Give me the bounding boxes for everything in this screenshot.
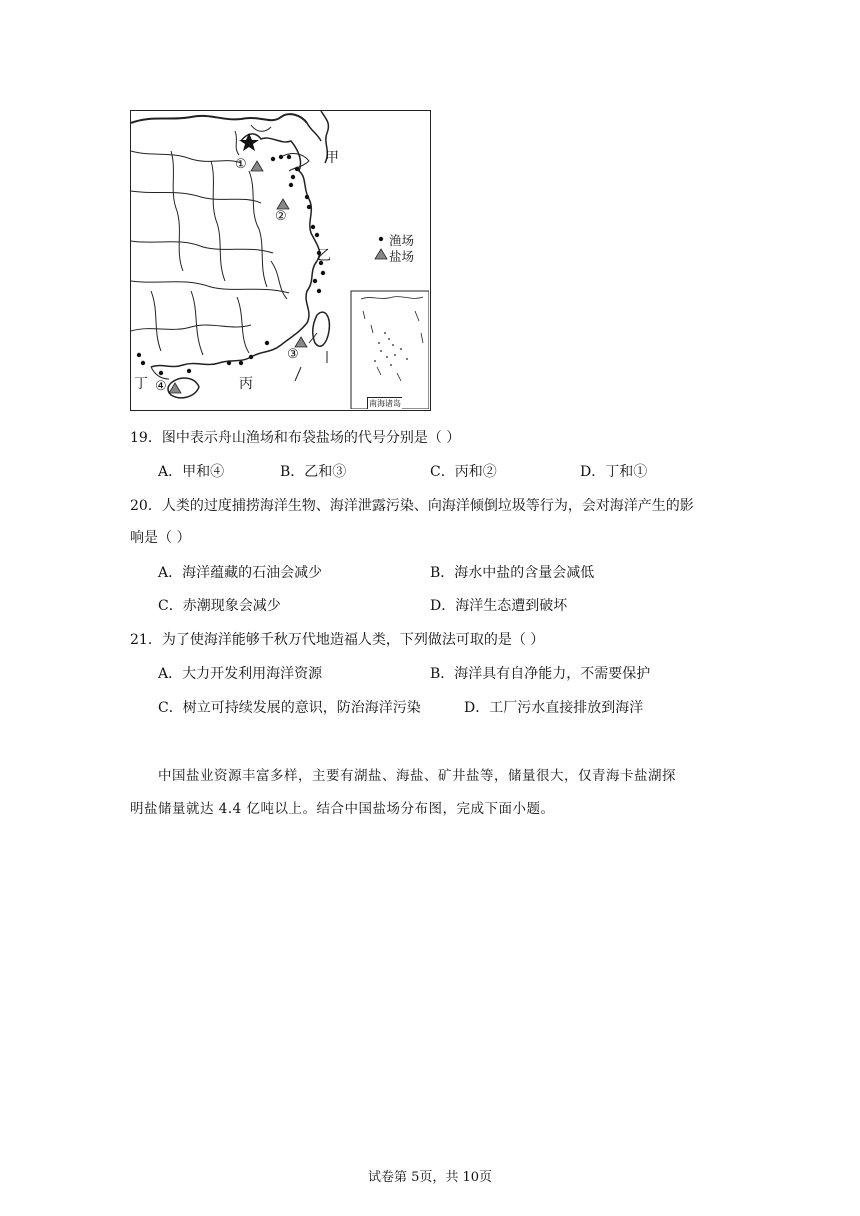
south-china-sea-inset — [351, 291, 429, 409]
question-20-stem-line1: 20．人类的过度捕捞海洋生物、海洋泄露污染、向海洋倾倒垃圾等行为，会对海洋产生的影 — [130, 498, 694, 514]
passage-line2: 明盐储量就达 4.4 亿吨以上。结合中国盐场分布图，完成下面小题。 — [130, 801, 555, 817]
salt-fishery-map — [130, 110, 431, 411]
marker-4: ④ — [155, 379, 167, 394]
q21-option-c: C．树立可持续发展的意识，防治海洋污染 — [158, 700, 421, 716]
map-drawing — [131, 111, 429, 409]
passage-line1: 中国盐业资源丰富多样，主要有湖盐、海盐、矿井盐等，储量很大，仅青海卡盐湖探 — [158, 768, 676, 784]
capital-star-icon — [239, 133, 259, 151]
q20-option-a: A．海洋蕴藏的石油会减少 — [158, 565, 323, 581]
q20-option-b: B．海水中盐的含量会减低 — [430, 565, 595, 581]
legend-saltfield: 盐场 — [389, 249, 415, 264]
q20-option-c: C．赤潮现象会减少 — [158, 598, 281, 614]
question-20-stem-line2: 响是（ ） — [130, 530, 191, 546]
q19-option-b: B．乙和③ — [280, 464, 347, 480]
q19-option-d: D．丁和① — [580, 464, 648, 480]
marker-2: ② — [275, 209, 287, 224]
q20-option-d: D．海洋生态遭到破坏 — [430, 598, 568, 614]
label-yi: 乙 — [317, 248, 331, 264]
marker-1: ① — [235, 157, 247, 172]
fishery-dots — [137, 155, 325, 375]
q21-option-b: B．海洋具有自净能力，不需要保护 — [430, 666, 651, 682]
q19-option-a: A．甲和④ — [158, 464, 225, 480]
question-19-stem: 19．图中表示舟山渔场和布袋盐场的代号分别是（ ） — [130, 430, 461, 446]
label-jia: 甲 — [325, 150, 339, 166]
q21-option-a: A．大力开发利用海洋资源 — [158, 666, 323, 682]
question-21-stem: 21．为了使海洋能够千秋万代地造福人类，下列做法可取的是（ ） — [130, 632, 545, 648]
page-footer: 试卷第 5页，共 10页 — [367, 1170, 493, 1185]
q19-option-c: C．丙和② — [430, 464, 497, 480]
marker-3: ③ — [287, 347, 299, 362]
q21-option-d: D．工厂污水直接排放到海洋 — [464, 700, 644, 716]
legend-fishery: 渔场 — [389, 233, 415, 248]
label-bing: 丙 — [239, 376, 253, 392]
inset-label: 南海诸岛 — [369, 399, 401, 408]
label-ding: 丁 — [134, 376, 148, 392]
